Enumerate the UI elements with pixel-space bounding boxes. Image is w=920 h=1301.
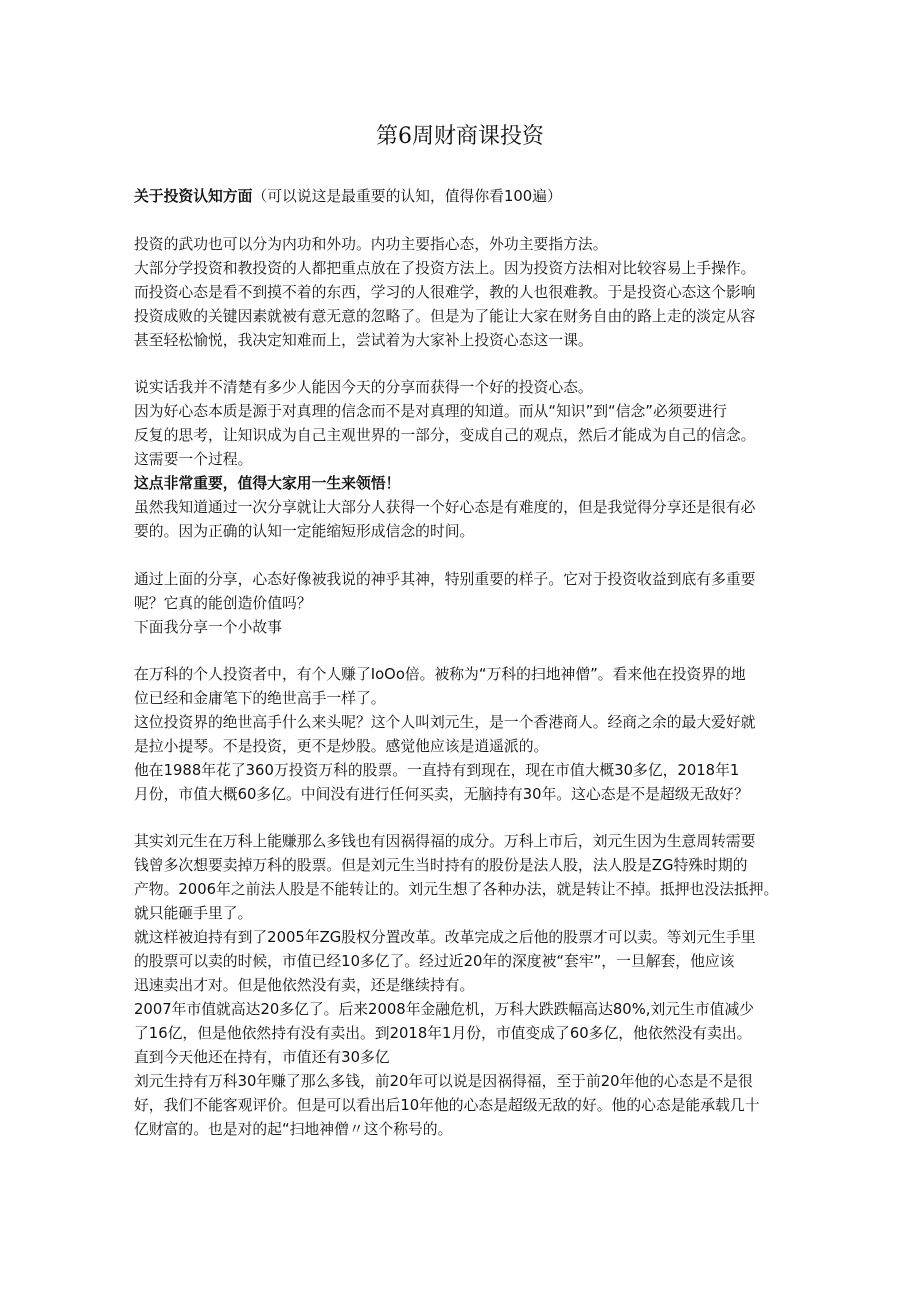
text-line: 月份，市值大概60多亿。中间没有进行任何买卖，无脑持有30年。这心态是不是超级无敌好？	[134, 786, 749, 803]
text-line: 他在1988年花了360万投资万科的股票。一直持有到现在，现在市值大概30多亿，2018年1	[134, 762, 740, 779]
text-line: 就只能砸手里了。	[134, 905, 253, 922]
page-title: 第6周财商课投资	[376, 124, 544, 149]
emphasis-line: 这点非常重要，值得大家用一生来领悟！	[134, 475, 401, 492]
text-line: 而投资心态是看不到摸不着的东西，学习的人很难学，教的人也很难教。于是投资心态这个影响	[134, 284, 756, 301]
text-line: 钱曾多次想要卖掉万科的股票。但是刘元生当时持有的股份是法人股，法人股是ZG特殊时期的	[134, 857, 748, 874]
text-line: 了16亿，但是他依然持有没有卖出。到2018年1月份，市值变成了60多亿，他依然没有卖出。	[134, 1025, 752, 1042]
text-line: 2007年市值就高达20多亿了。后来2008年金融危机，万科大跌跌幅高达80%,刘元生市值减少	[134, 1001, 755, 1018]
text-line: 这需要一个过程。	[134, 451, 253, 468]
text-line: 的股票可以卖的时候，市值已经10多亿了。经过近20年的深度被“套牢”，一旦解套，他应该	[134, 953, 735, 970]
text-line: 呢？它真的能创造价值吗？	[134, 595, 312, 612]
text-line: 直到今天他还在持有，市值还有30多亿	[134, 1049, 390, 1066]
text-line: 因为好心态本质是源于对真理的信念而不是对真理的知道。而从“知识”到“信念”必须要进行	[134, 403, 727, 420]
text-line: 亿财富的。也是对的起“扫地神僧〃这个称号的。	[134, 1121, 453, 1138]
text-line: 其实刘元生在万科上能赚那么多钱也有因祸得福的成分。万科上市后，刘元生因为生意周转需要	[134, 833, 756, 850]
text-line: 迅速卖出才对。但是他依然没有卖，还是继续持有。	[134, 977, 475, 994]
text-line: 就这样被迫持有到了2005年ZG股权分置改革。改革完成之后他的股票才可以卖。等刘元生手里	[134, 929, 756, 946]
text-line: 是拉小提琴。不是投资，更不是炒股。感觉他应该是逍遥派的。	[134, 738, 549, 755]
text-line: 下面我分享一个小故事	[134, 619, 282, 636]
text-line: 虽然我知道通过一次分享就让大部分人获得一个好心态是有难度的，但是我觉得分享还是很有必	[134, 499, 756, 516]
text-line: 刘元生持有万科30年赚了那么多钱，前20年可以说是因祸得福，至于前20年他的心态是不是很	[134, 1073, 753, 1090]
text-line: 好，我们不能客观评价。但是可以看出后10年他的心态是超级无敌的好。他的心态是能承载几十	[134, 1097, 760, 1114]
text-line: 这位投资界的绝世高手什么来头呢？这个人叫刘元生，是一个香港商人。经商之余的最大爱好就	[134, 714, 756, 731]
section-heading-bold: 关于投资认知方面	[134, 188, 253, 205]
text-line: 投资成败的关键因素就被有意无意的忽略了。但是为了能让大家在财务自由的路上走的淡定从容	[134, 308, 756, 325]
text-line: 产物。2006年之前法人股是不能转让的。刘元生想了各种办法，就是转让不掉。抵押也没法抵押。	[134, 881, 779, 898]
text-line: 通过上面的分享，心态好像被我说的神乎其神，特别重要的样子。它对于投资收益到底有多重要	[134, 571, 756, 588]
text-line: 甚至轻松愉悦，我决定知难而上，尝试着为大家补上投资心态这一课。	[134, 332, 593, 349]
text-line: 说实话我并不清楚有多少人能因今天的分享而获得一个好的投资心态。	[134, 379, 593, 396]
text-line: 在万科的个人投资者中，有个人赚了IoOo倍。被称为“万科的扫地神僧”。看来他在投资界的地	[134, 666, 746, 683]
text-line: 反复的思考，让知识成为自己主观世界的一部分，变成自己的观点，然后才能成为自己的信念。	[134, 427, 756, 444]
section-heading	[134, 185, 562, 209]
text-line: 投资的武功也可以分为内功和外功。内功主要指心态，外功主要指方法。	[134, 236, 608, 253]
text-line: 要的。因为正确的认知一定能缩短形成信念的时间。	[134, 523, 475, 540]
section-heading-note: （可以说这是最重要的认知，值得你看100遍）	[252, 188, 562, 205]
text-line: 位已经和金庸笔下的绝世高手一样了。	[134, 690, 386, 707]
text-line: 大部分学投资和教投资的人都把重点放在了投资方法上。因为投资方法相对比较容易上手操作。	[134, 260, 756, 277]
